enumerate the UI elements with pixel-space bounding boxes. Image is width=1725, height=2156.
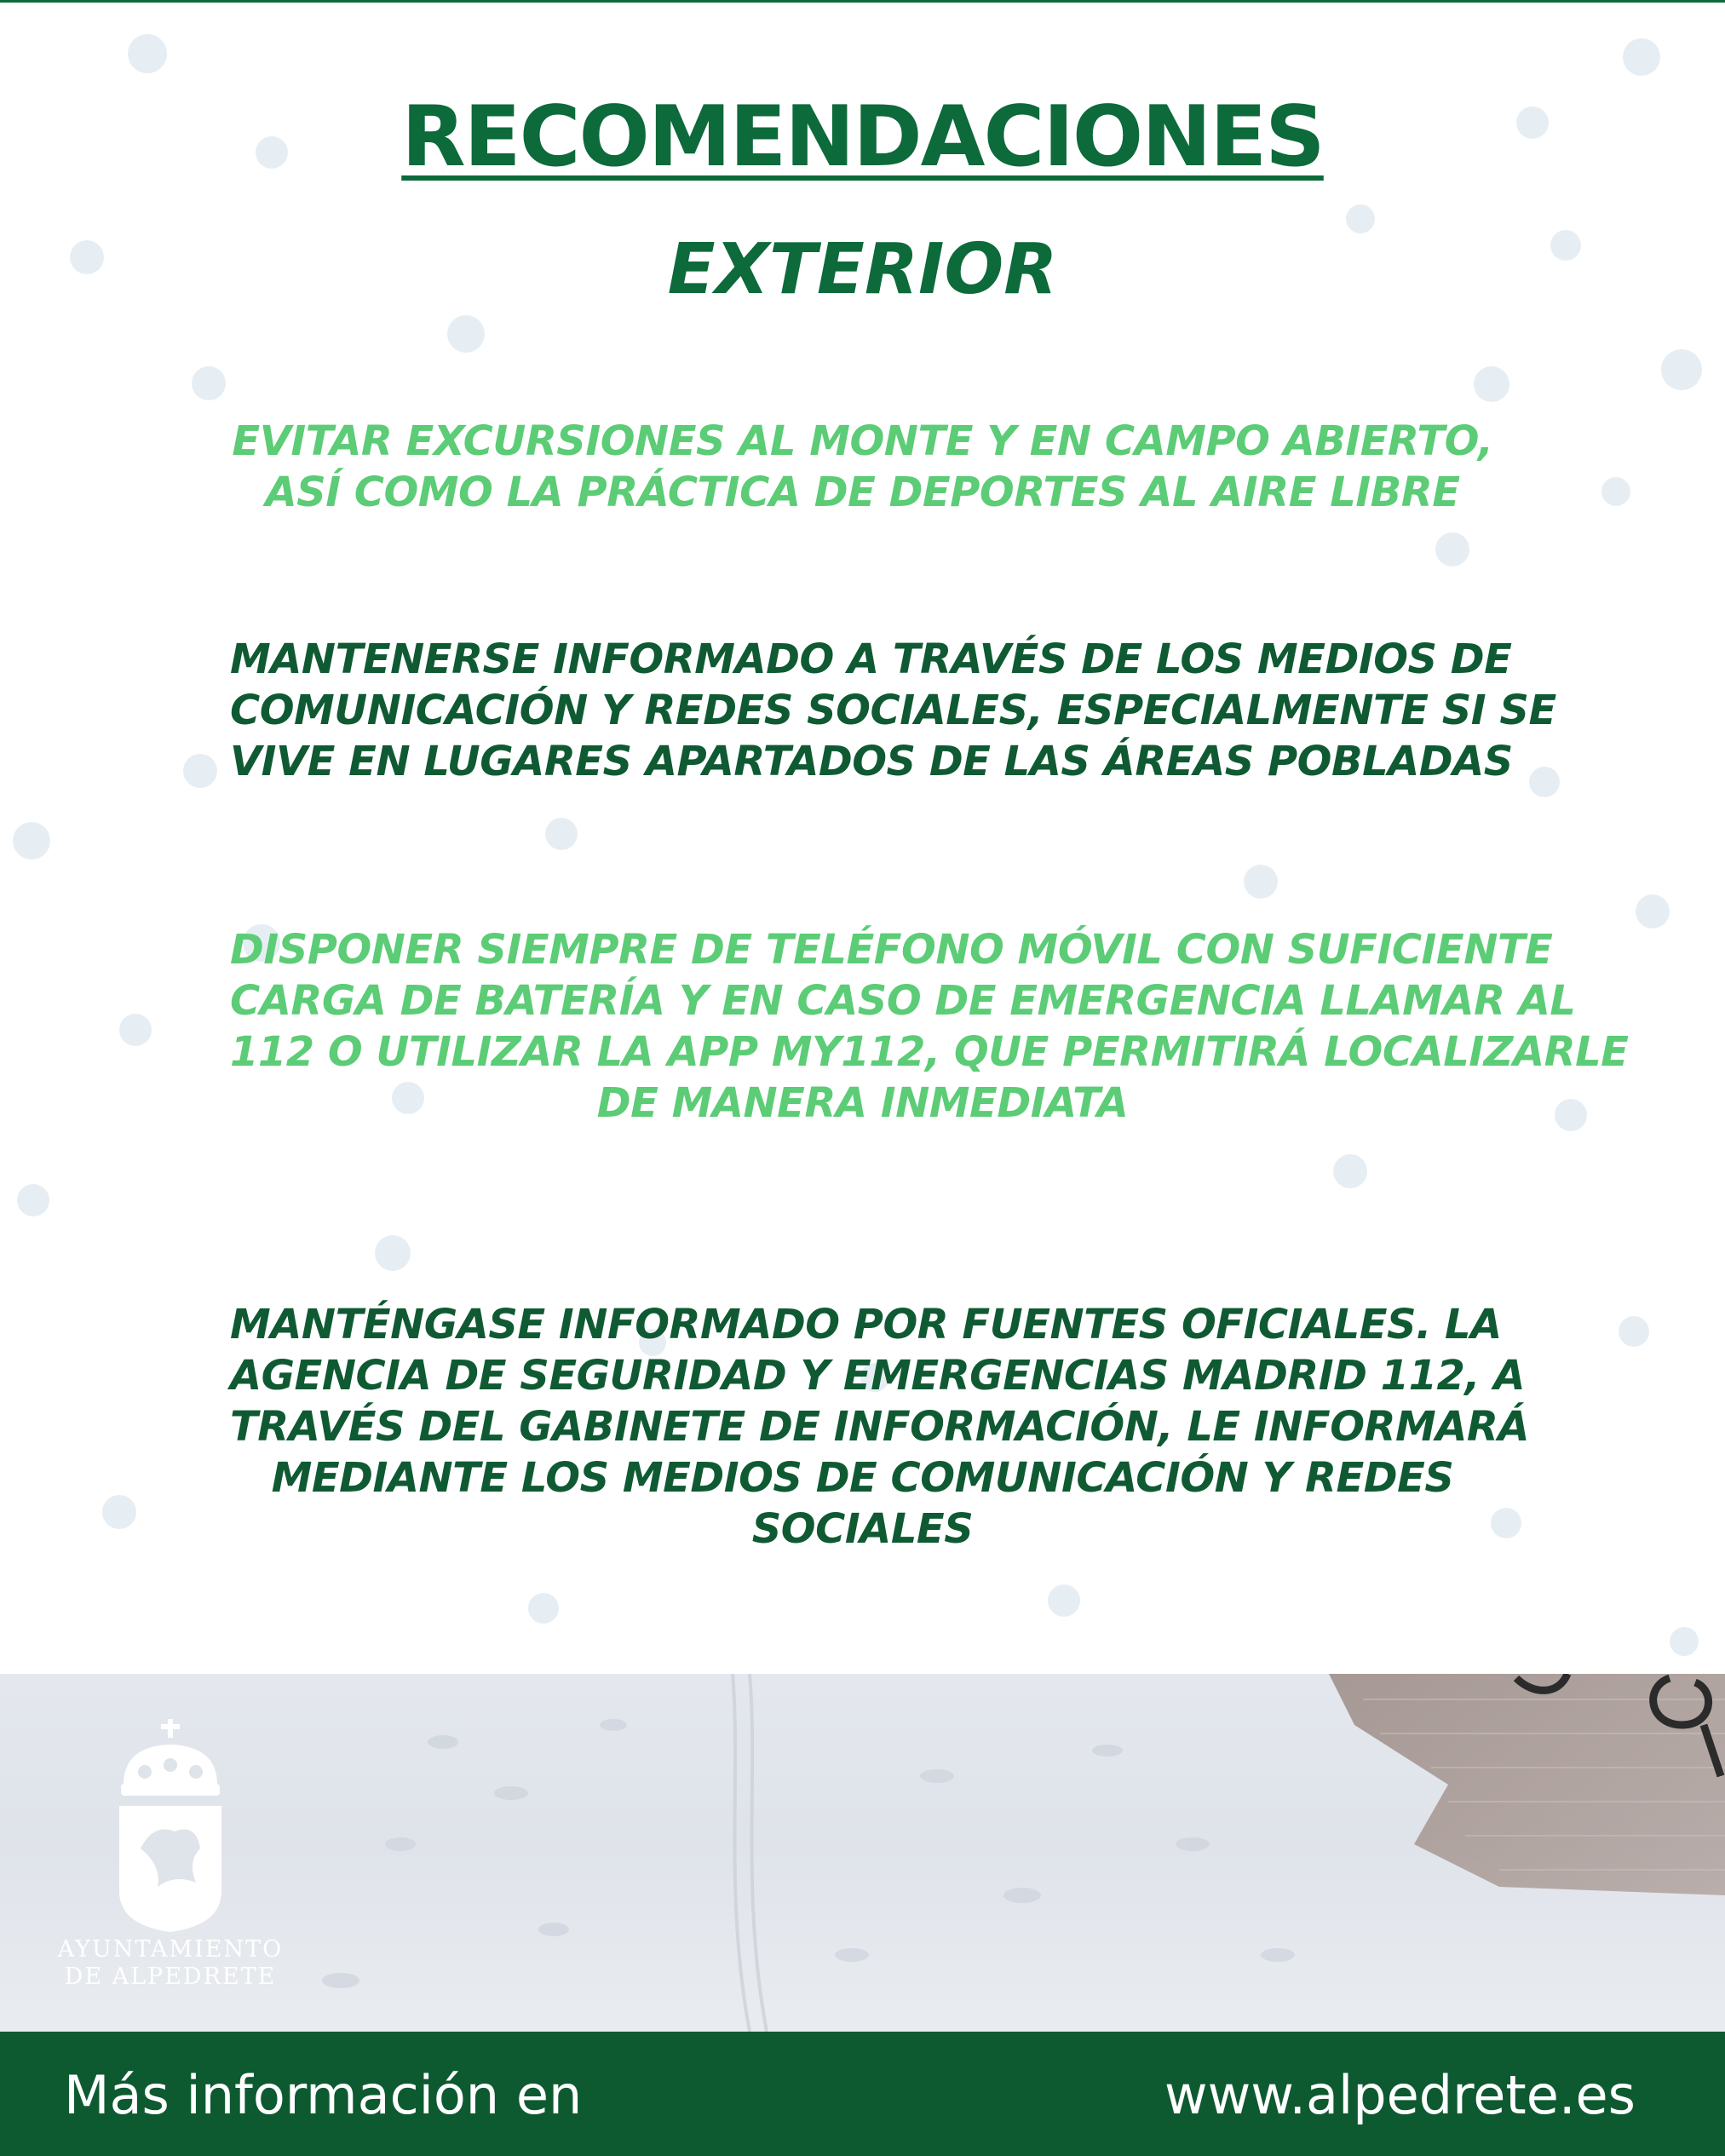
recommendation-3 (230, 924, 1629, 1129)
recommendation-line: MEDIANTE LOS MEDIOS DE COMUNICACIÓN Y REDES (271, 1454, 1454, 1502)
logo-line-2: DE ALPEDRETE (64, 1963, 277, 1990)
recommendation-line: DISPONER SIEMPRE DE TELÉFONO MÓVIL CON SUFICIENTE (230, 926, 1553, 974)
recommendation-line: VIVE EN LUGARES APARTADOS DE LAS ÁREAS POBLADAS (230, 738, 1513, 785)
recommendation-line: ASÍ COMO LA PRÁCTICA DE DEPORTES AL AIRE LIBRE (265, 469, 1460, 516)
footer (0, 2032, 1725, 2156)
recommendation-line: AGENCIA DE SEGURIDAD Y EMERGENCIAS MADRID 112, A (230, 1352, 1525, 1400)
recommendation-line: EVITAR EXCURSIONES AL MONTE Y EN CAMPO ABIERTO, (232, 417, 1493, 465)
page-title: RECOMENDACIONES (401, 89, 1324, 186)
recommendation-line: MANTÉNGASE INFORMADO POR FUENTES OFICIALES. LA (230, 1301, 1502, 1348)
recommendation-line: SOCIALES (751, 1505, 974, 1553)
recommendation-line: DE MANERA INMEDIATA (596, 1079, 1129, 1127)
ayuntamiento-crest-icon (60, 1712, 281, 1937)
recommendation-line: 112 O UTILIZAR LA APP MY112, QUE PERMITIRÁ LOCALIZARLE (230, 1028, 1629, 1076)
recommendation-line: CARGA DE BATERÍA Y EN CASO DE EMERGENCIA LLAMAR AL (230, 977, 1576, 1025)
top-rule (0, 0, 1725, 3)
footer-info-text: Más información en (64, 2064, 583, 2126)
recommendation-4 (230, 1299, 1530, 1555)
recommendation-2 (230, 634, 1556, 787)
recommendation-line: COMUNICACIÓN Y REDES SOCIALES, ESPECIALMENTE SI SE (230, 687, 1556, 734)
recommendation-line: MANTENERSE INFORMADO A TRAVÉS DE LOS MEDIOS DE (230, 635, 1512, 683)
page-subtitle: EXTERIOR (667, 229, 1058, 310)
recommendation-1 (230, 416, 1495, 518)
logo-text (51, 1936, 290, 1991)
logo-line-1: AYUNTAMIENTO (57, 1936, 284, 1963)
website-link[interactable]: www.alpedrete.es (1164, 2064, 1636, 2126)
recommendation-line: TRAVÉS DEL GABINETE DE INFORMACIÓN, LE INFORMARÁ (230, 1403, 1530, 1451)
